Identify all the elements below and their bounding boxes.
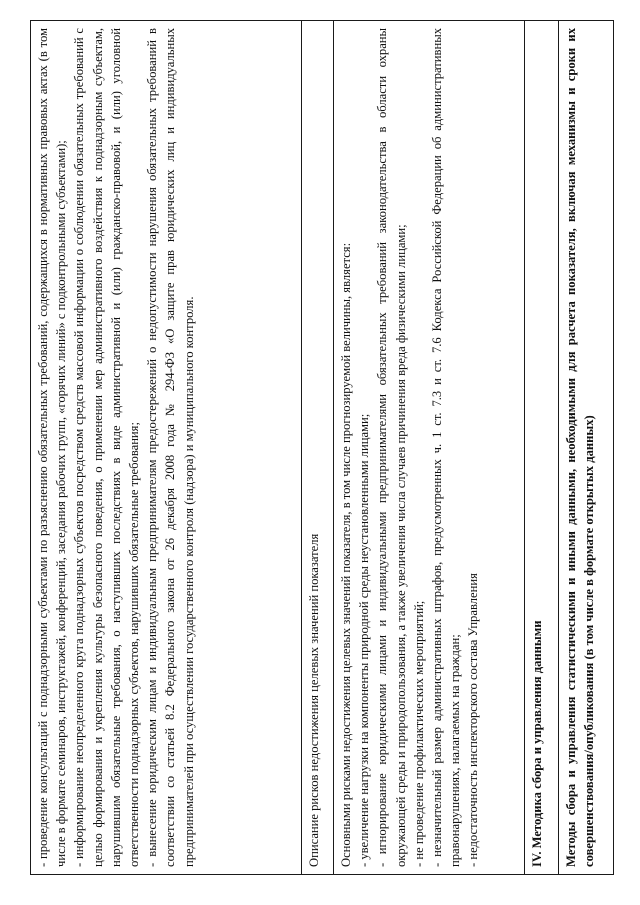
risk-item: - не проведение профилактических мероприятий;	[411, 600, 426, 867]
rotated-content	[30, 20, 614, 875]
measure-item: - информирование неопределенного круга поднадзорных субъектов посредством средств массовой информации о соблюдении обязательных требований с целью формирования и укрепления культуры безопасного поведения, о применении мер административного воздействия к поднадзорным субъектам, нарушившим обязательные требования, о наступивших последствиях в виде административной и (или) гражданско-правовой, и (или) уголовной ответственности поднадзорных субъектов, нарушивших обязательные требования;	[72, 28, 142, 867]
section-subtitle-row	[559, 21, 614, 875]
risk-item: - игнорирование юридическими лицами и индивидуальными предпринимателями обязательных требований законодательства в области охраны окружающей среды и природопользования, а также увеличения числа случаев причинения вреда физическими лицами;	[375, 28, 408, 867]
section-subtitle: Методы сбора и управления статистическими и иными данными, необходимыми для расчета показателя, включая механизмы и сроки их совершенствования/опубликования (в том числе в формате открытых данных)	[559, 21, 614, 875]
risks-heading: Описание рисков недостижения целевых значений показателя	[301, 21, 333, 875]
risk-item: - недостаточность инспекторского состава Управления	[466, 573, 481, 867]
risks-heading-row	[301, 21, 333, 875]
risk-item: - увеличение нагрузки на компоненты природной среды неустановленными лицами;	[357, 413, 372, 867]
risks-cell	[333, 21, 524, 875]
measures-row	[31, 21, 302, 875]
measures-cell	[31, 21, 302, 875]
section-title-row	[524, 21, 558, 875]
document-table	[30, 20, 614, 875]
risk-item: - незначительный размер административных штрафов, предусмотренных ч. 1 ст. 7.3 и ст. 7.6 Кодекса Российской Федерации об административных правонарушениях, налагаемых на граждан;	[429, 28, 463, 867]
measure-item: - проведение консультаций с поднадзорными субъектами по разъяснению обязательных требований, содержащихся в нормативных правовых актах (в том числе в формате семинаров, инструктажей, конференций, заседания рабочих групп, «горячих линий» с подконтрольными субъектами);	[36, 28, 69, 867]
section-title: IV. Методика сбора и управления данными	[524, 21, 558, 875]
risk-intro: Основными рисками недостижения целевых значений показателя, в том числе прогнозируемой величины, является:	[338, 242, 353, 867]
risks-row	[333, 21, 524, 875]
measure-item: - вынесение юридическим лицам и индивидуальным предпринимателям предостережений о недопустимости нарушения обязательных требований в соответствии со статьей 8.2 Федерального закона от 26 декабря 2008 года № 294-ФЗ «О защите прав юридических лиц и индивидуальных предпринимателей при осуществлении государственного контроля (надзора) и муниципального контроля.	[145, 28, 196, 867]
